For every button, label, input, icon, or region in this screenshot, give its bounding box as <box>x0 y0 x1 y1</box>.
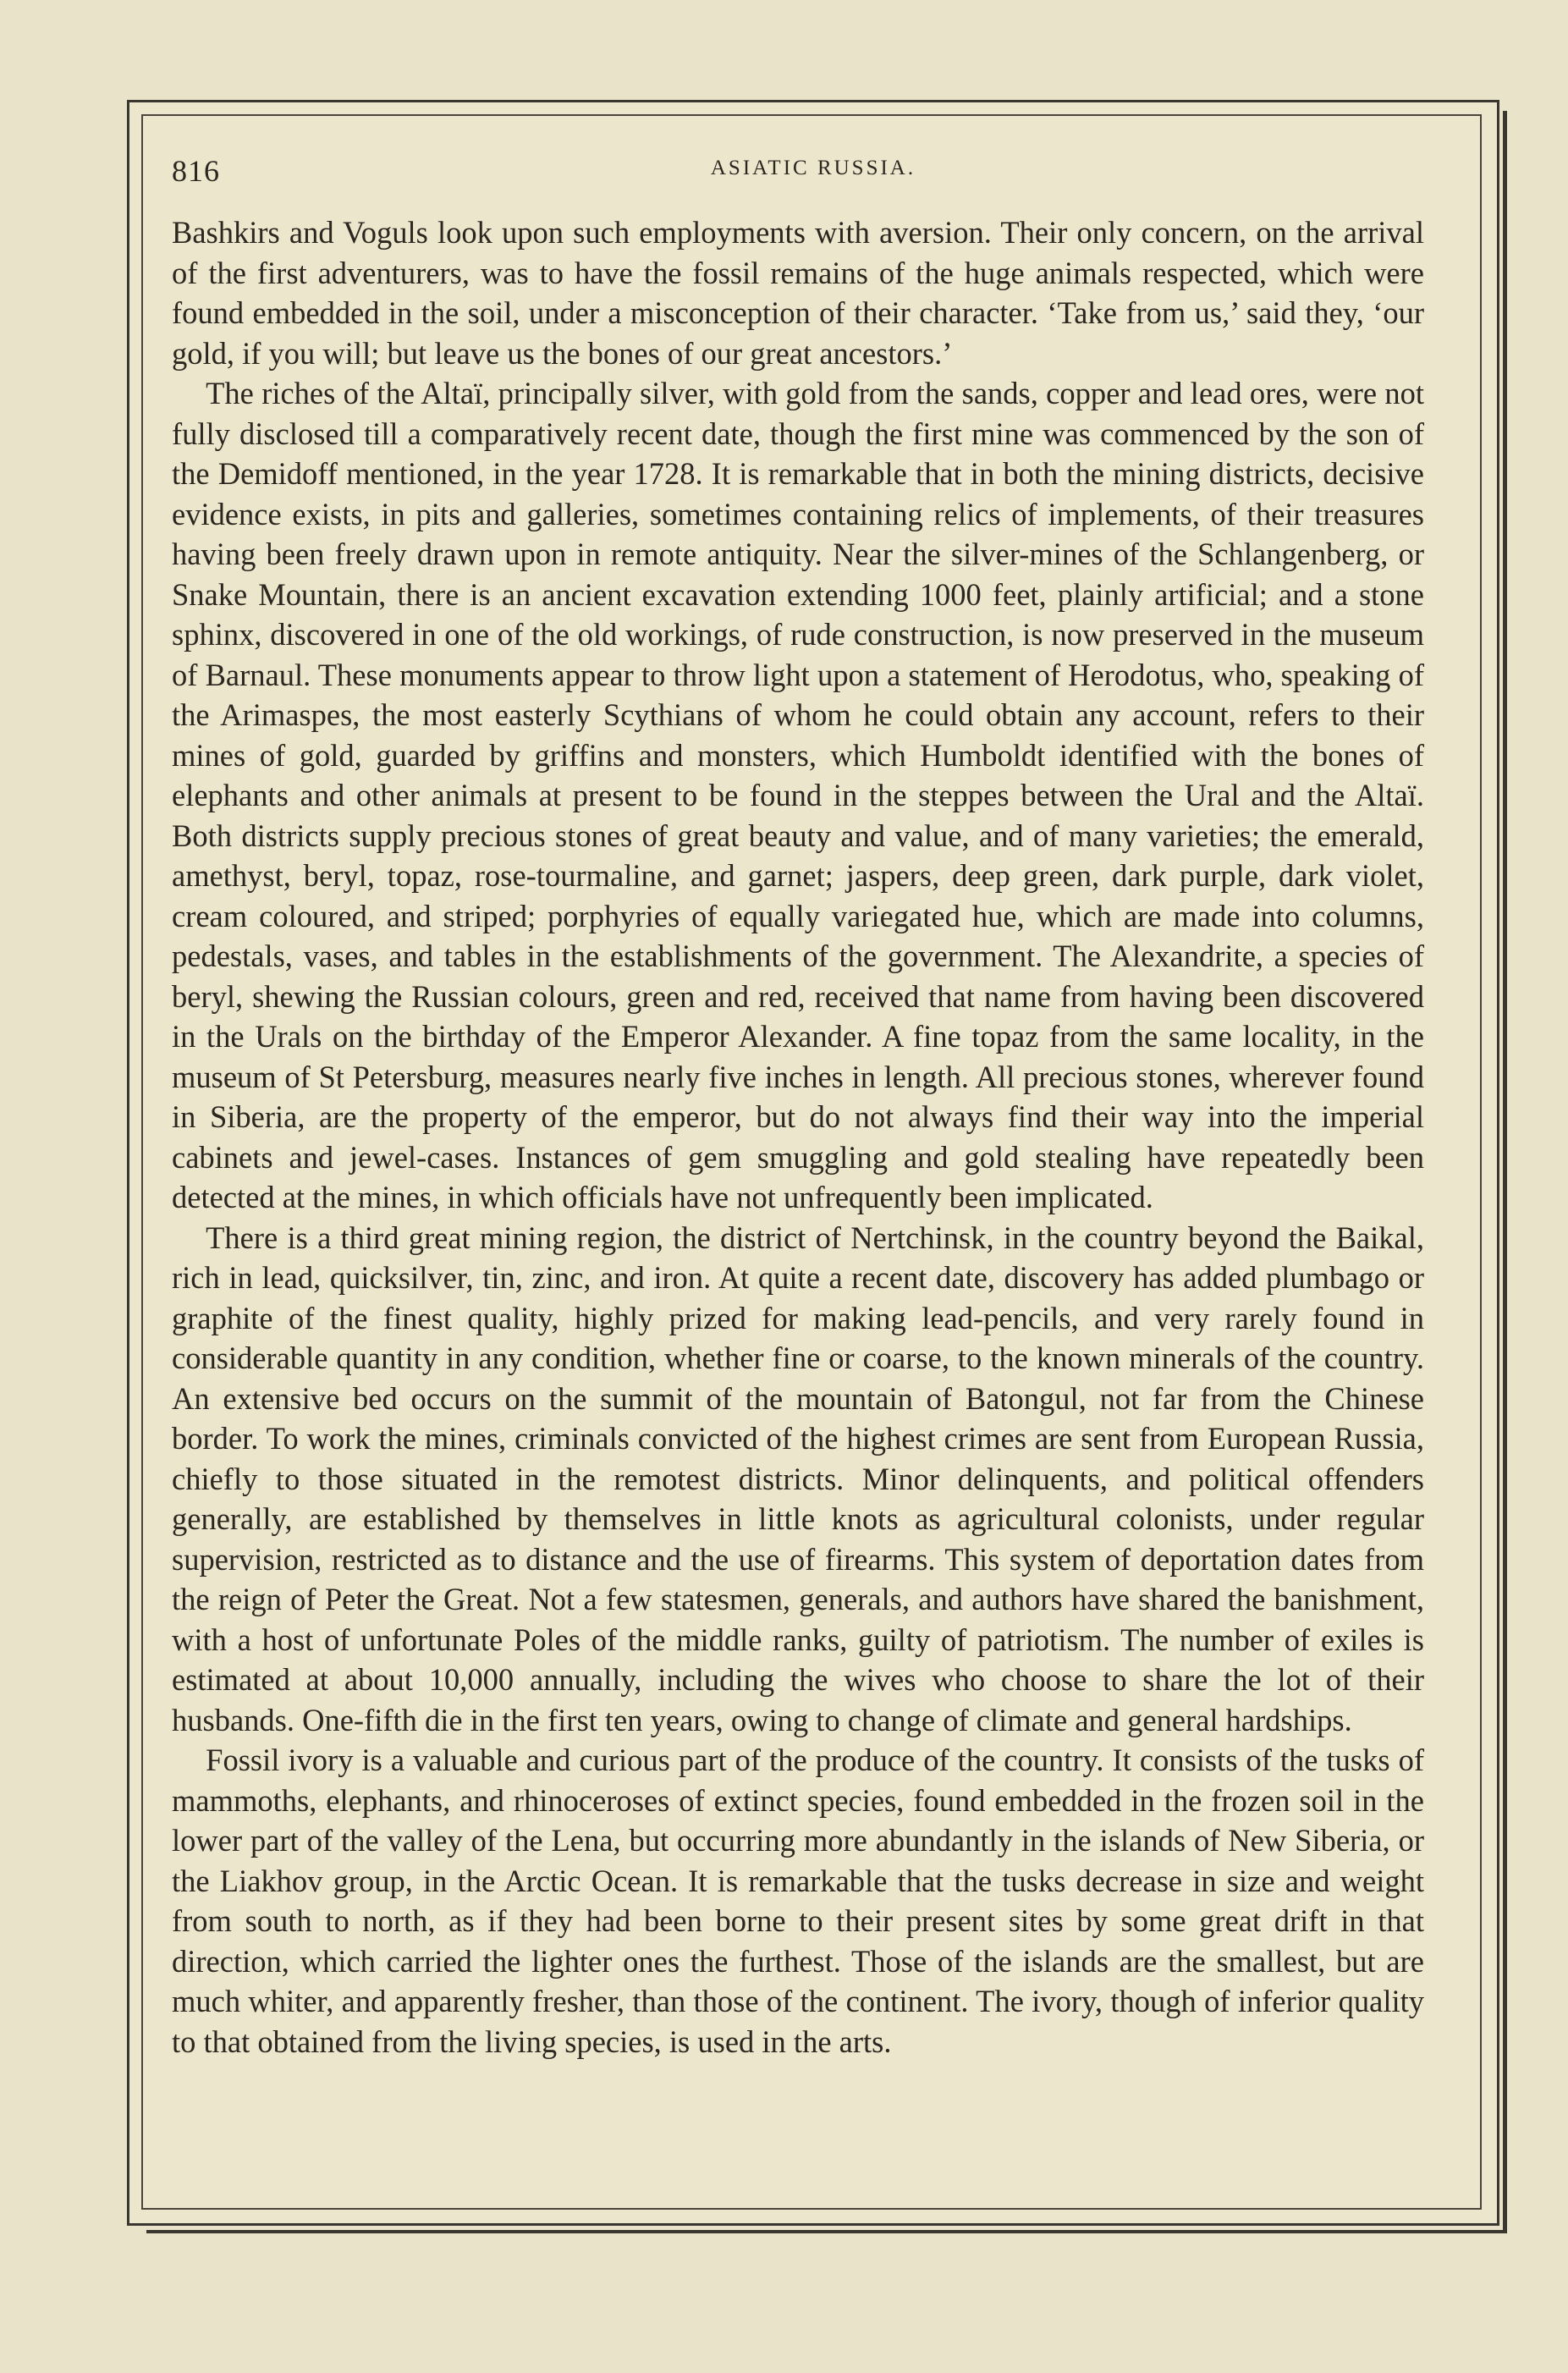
paragraph-4: Fossil ivory is a valuable and curious part of the produce of the country. It consists of the tusks of mammoths, elephants, and rhinoceroses of extinct species, found embedded in the frozen soil in the lower part of the valley of the Lena, but occurring more abundantly in the islands of New Siberia, or the Liakhov group, in the Arctic Ocean. It is remarkable that the tusks decrease in size and weight from south to north, as if they had been borne to their present sites by some great drift in that direction, which carried the lighter ones the furthest. Those of the islands are the smallest, but are much whiter, and apparently fresher, than those of the continent. The ivory, though of inferior quality to that obtained from the living species, is used in the arts. <box>172 1743 1424 2059</box>
running-head: ASIATIC RUSSIA. <box>710 157 916 179</box>
paragraph-2: The riches of the Altaï, principally silver, with gold from the sands, copper and lead ores, were not fully disclosed till a comparatively recent date, though the first mine was commenced by the son of the Demidoff mentioned, in the year 1728. It is remarkable that in both the mining districts, decisive evidence exists, in pits and galleries, sometimes containing relics of implements, of their treasures having been freely drawn upon in remote antiquity. Near the silver-mines of the Schlangenberg, or Snake Mountain, there is an ancient excavation extending 1000 feet, plainly artificial; and a stone sphinx, discovered in one of the old workings, of rude construction, is now preserved in the museum of Barnaul. These monuments appear to throw light upon a statement of Herodotus, who, speaking of the Arimaspes, the most easterly Scythians of whom he could obtain any account, refers to their mines of gold, guarded by griffins and monsters, which Humboldt identified with the bones of elephants and other animals at present to be found in the steppes between the Ural and the Altaï. Both districts supply precious stones of great beauty and value, and of many varieties; the emerald, amethyst, beryl, topaz, rose-tourmaline, and garnet; jaspers, deep green, dark purple, dark violet, cream coloured, and striped; porphyries of equally variegated hue, which are made into columns, pedestals, vases, and tables in the establishments of the government. The Alexandrite, a species of beryl, shewing the Russian colours, green and red, received that name from having been discovered in the Urals on the birthday of the Emperor Alexander. A fine topaz from the same locality, in the museum of St Petersburg, measures nearly five inches in length. All precious stones, wherever found in Siberia, are the property of the emperor, but do not always find their way into the imperial cabinets and jewel-cases. Instances of gem smuggling and gold stealing have repeatedly been detected at the mines, in which officials have not unfrequently been implicated. <box>172 376 1424 1214</box>
paragraph-3: There is a third great mining region, the district of Nertchinsk, in the country beyond the Baikal, rich in lead, quicksilver, tin, zinc, and iron. At quite a recent date, discovery has added plumbago or graphite of the finest quality, highly prized for making lead-pencils, and very rarely found in considerable quantity in any condition, whether fine or coarse, to the known minerals of the country. An extensive bed occurs on the summit of the mountain of Batongul, not far from the Chinese border. To work the mines, criminals convicted of the highest crimes are sent from European Russia, chiefly to those situated in the remotest districts. Minor delinquents, and political offenders generally, are established by themselves in little knots as agricultural colonists, under regular supervision, restricted as to distance and the use of firearms. This system of deportation dates from the reign of Peter the Great. Not a few statesmen, generals, and authors have shared the banishment, with a host of unfortunate Poles of the middle ranks, guilty of patriotism. The number of exiles is estimated at about 10,000 annually, including the wives who choose to share the lot of their husbands. One-fifth die in the first ten years, owing to change of climate and general hardships. <box>172 1220 1424 1737</box>
frame-shadow-right <box>1503 111 1507 2233</box>
page-frame <box>127 100 1499 2226</box>
paragraph-1: Bashkirs and Voguls look upon such employments with aversion. Their only concern, on the arrival of the first adventurers, was to have the fossil remains of the huge animals respected, which were found embedded in the soil, under a misconception of their character. ‘Take from us,’ said they, ‘our gold, if you will; but leave us the bones of our great ancestors.’ <box>172 215 1424 371</box>
body-text <box>172 212 1424 2062</box>
frame-shadow-bottom <box>146 2230 1507 2233</box>
page-header <box>172 153 1455 190</box>
page-number: 816 <box>172 154 220 188</box>
